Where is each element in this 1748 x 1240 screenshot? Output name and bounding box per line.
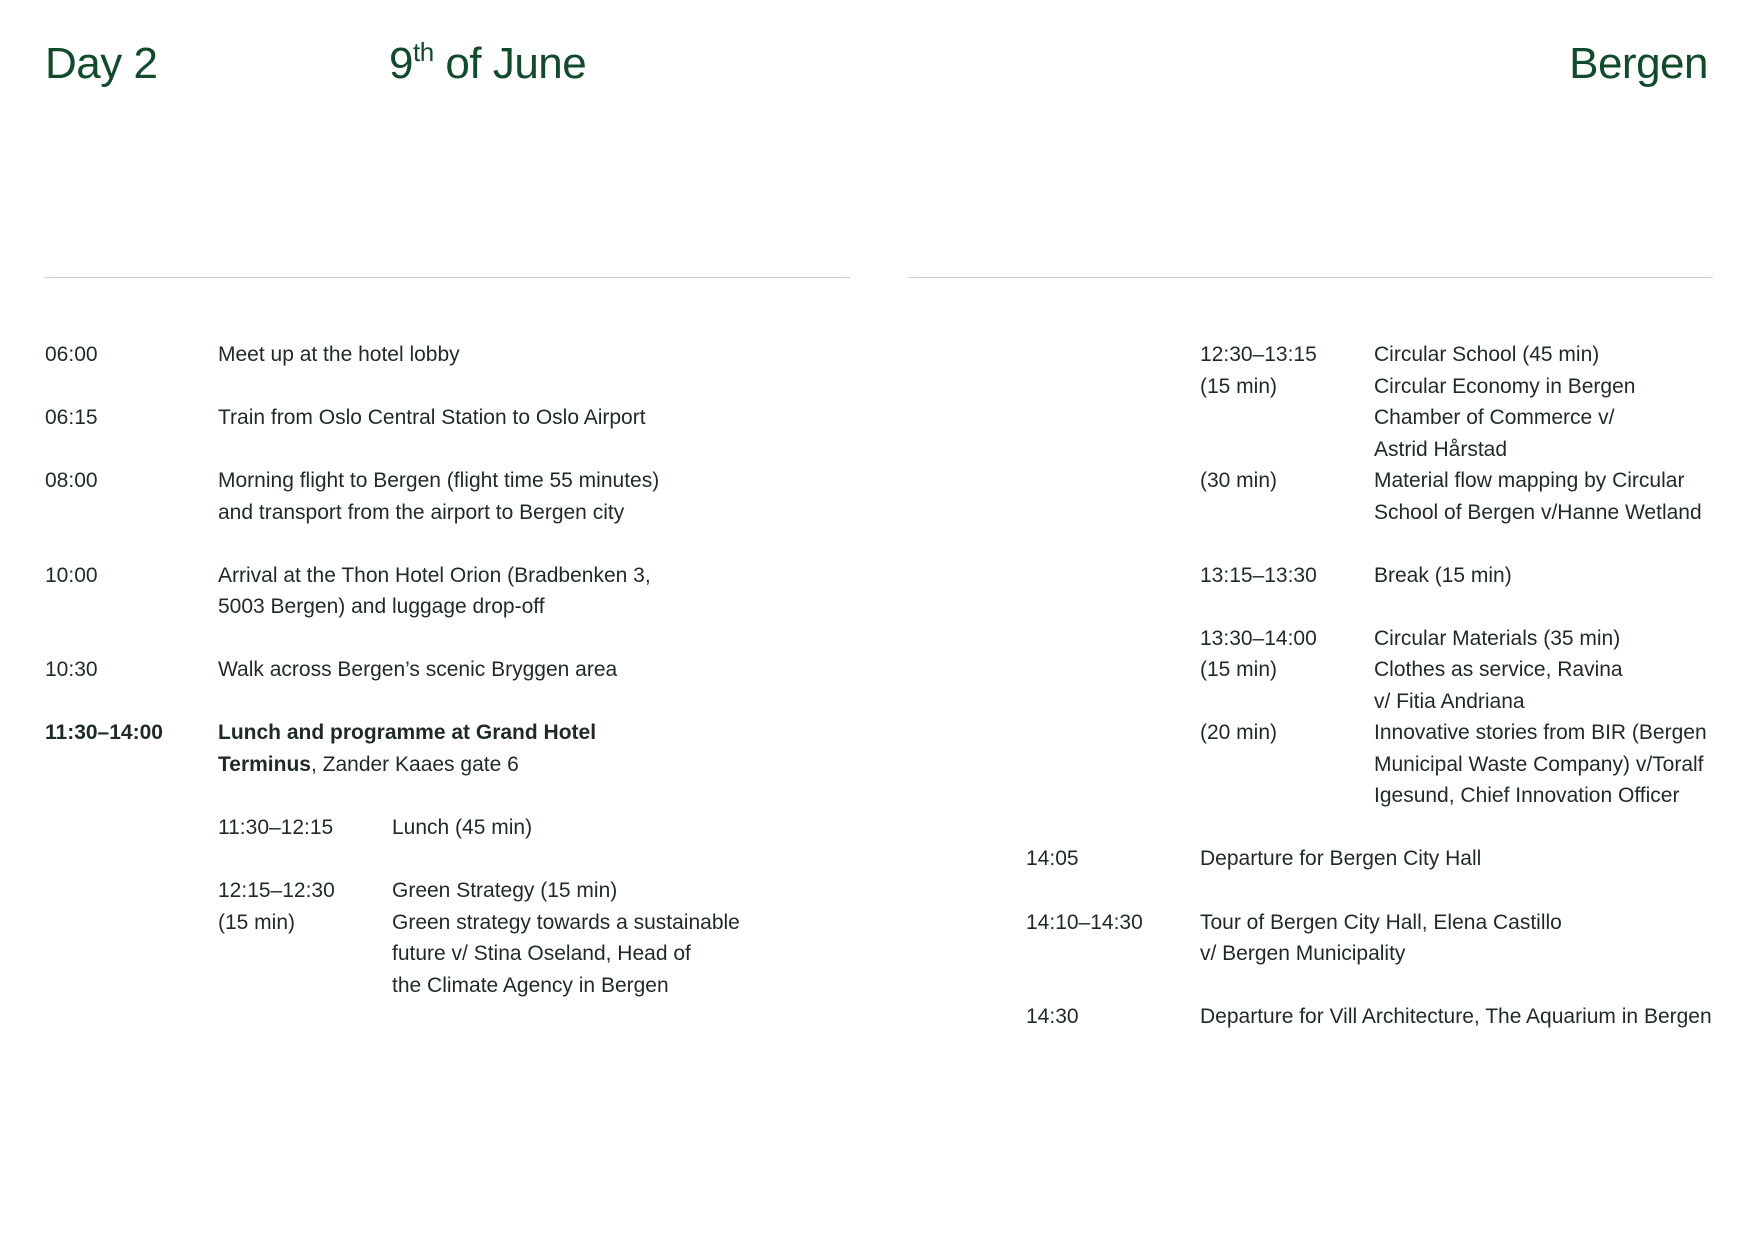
- date-heading: [389, 38, 586, 90]
- lunch-venue: [218, 749, 519, 781]
- session-description: Material flow mapping by Circular: [1374, 469, 1685, 492]
- session-description: Green Strategy (15 min): [392, 879, 618, 902]
- session-description: Lunch (45 min): [392, 816, 533, 839]
- date-suffix: th: [412, 37, 434, 67]
- city-heading: Bergen: [1569, 39, 1708, 88]
- session-description: Circular Economy in Bergen: [1374, 375, 1636, 398]
- event-description: Train from Oslo Central Station to Oslo Airport: [218, 406, 646, 429]
- session-description: Break (15 min): [1374, 564, 1512, 587]
- session-duration: (20 min): [1200, 721, 1278, 744]
- session-description: future v/ Stina Oseland, Head of: [392, 942, 691, 965]
- divider-right: [908, 277, 1713, 278]
- venue-name: Terminus: [218, 753, 311, 776]
- event-description: Departure for Vill Architecture, The Aquarium in Bergen: [1200, 1005, 1712, 1028]
- session-time: 13:15–13:30: [1200, 564, 1317, 587]
- date-month: of June: [433, 39, 587, 88]
- event-time: 10:30: [45, 658, 98, 681]
- event-description: v/ Bergen Municipality: [1200, 942, 1406, 965]
- session-duration: (30 min): [1200, 469, 1278, 492]
- session-duration: (15 min): [1200, 658, 1278, 681]
- event-time: 14:05: [1026, 847, 1079, 870]
- session-description: Astrid Hårstad: [1374, 438, 1508, 461]
- event-description: Morning flight to Bergen (flight time 55 minutes): [218, 469, 660, 492]
- day-heading: Day 2: [45, 39, 158, 88]
- session-description: Circular Materials (35 min): [1374, 627, 1621, 650]
- event-description: Walk across Bergen’s scenic Bryggen area: [218, 658, 618, 681]
- event-description: Tour of Bergen City Hall, Elena Castillo: [1200, 911, 1562, 934]
- session-description: Igesund, Chief Innovation Officer: [1374, 784, 1680, 807]
- divider-left: [45, 277, 850, 278]
- event-time: 14:30: [1026, 1005, 1079, 1028]
- event-time: 10:00: [45, 564, 98, 587]
- session-description: Chamber of Commerce v/: [1374, 406, 1615, 429]
- event-time: 06:15: [45, 406, 98, 429]
- date-day: 9: [389, 39, 413, 88]
- session-description: Green strategy towards a sustainable: [392, 911, 740, 934]
- session-description: Circular School (45 min): [1374, 343, 1600, 366]
- event-description: Arrival at the Thon Hotel Orion (Bradbenken 3,: [218, 564, 651, 587]
- session-description: Clothes as service, Ravina: [1374, 658, 1623, 681]
- lunch-title: Lunch and programme at Grand Hotel: [218, 721, 597, 744]
- event-time: 06:00: [45, 343, 98, 366]
- session-description: v/ Fitia Andriana: [1374, 690, 1525, 713]
- event-time: 08:00: [45, 469, 98, 492]
- event-time: 14:10–14:30: [1026, 911, 1143, 934]
- session-time: 11:30–12:15: [218, 816, 334, 839]
- session-duration: (15 min): [1200, 375, 1278, 398]
- event-description: and transport from the airport to Bergen city: [218, 501, 625, 524]
- session-description: Innovative stories from BIR (Bergen: [1374, 721, 1707, 744]
- venue-address: , Zander Kaaes gate 6: [310, 753, 519, 776]
- session-time: 13:30–14:00: [1200, 627, 1317, 650]
- session-description: the Climate Agency in Bergen: [392, 974, 669, 997]
- lunch-time: 11:30–14:00: [45, 721, 163, 744]
- session-time: 12:30–13:15: [1200, 343, 1317, 366]
- event-description: 5003 Bergen) and luggage drop-off: [218, 595, 545, 618]
- session-description: Municipal Waste Company) v/Toralf: [1374, 753, 1704, 776]
- session-description: School of Bergen v/Hanne Wetland: [1374, 501, 1702, 524]
- session-time: 12:15–12:30: [218, 879, 335, 902]
- event-description: Departure for Bergen City Hall: [1200, 847, 1482, 870]
- event-description: Meet up at the hotel lobby: [218, 343, 460, 366]
- session-duration: (15 min): [218, 911, 296, 934]
